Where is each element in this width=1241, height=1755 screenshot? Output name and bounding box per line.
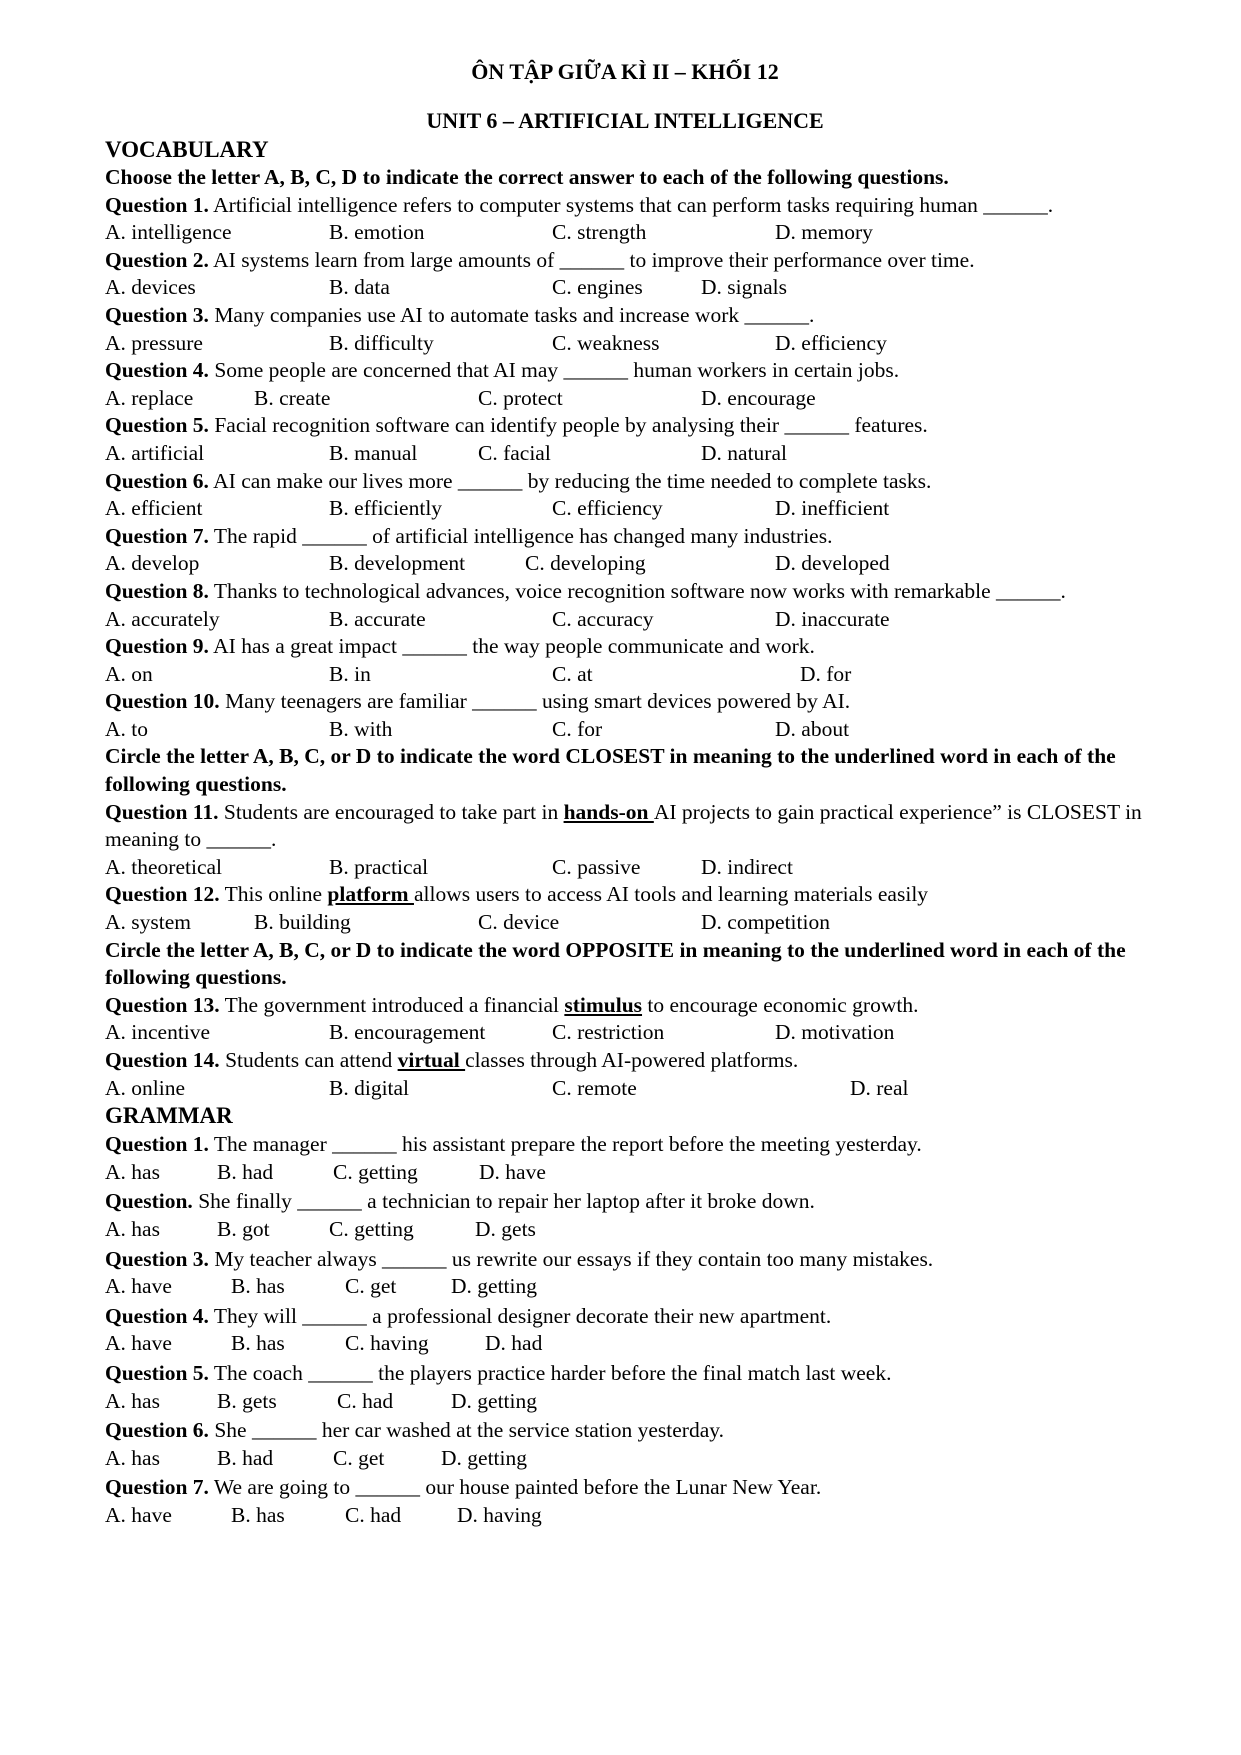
answer-options — [105, 1388, 1145, 1417]
answer-option: D. getting — [451, 1388, 537, 1413]
question-label: Question 4. — [105, 358, 209, 383]
answer-options — [105, 495, 1145, 523]
answer-option: A. has — [105, 1159, 160, 1184]
grammar-question-5 — [105, 1359, 1145, 1388]
answer-option: C. efficiency — [552, 496, 663, 521]
question-text: Facial recognition software can identify people by analysing their ______ features. — [208, 413, 928, 438]
answer-option: B. accurate — [329, 606, 426, 631]
document-title: ÔN TẬP GIỮA KÌ II – KHỐI 12 — [471, 59, 779, 84]
question-text: allows users to access AI tools and learning materials easily — [413, 882, 929, 907]
answer-option: D. encourage — [701, 385, 816, 410]
question-label: Question 7. — [105, 523, 209, 548]
question-label: Question 9. — [105, 634, 209, 659]
question-text: Thanks to technological advances, voice recognition software now works with remarkable ______. — [208, 578, 1066, 603]
question-14 — [105, 1047, 1145, 1075]
answer-option: A. have — [105, 1502, 172, 1527]
answer-options — [105, 330, 1145, 358]
question-text: This online — [219, 882, 328, 907]
answer-option: C. remote — [552, 1075, 637, 1100]
grammar-question-4 — [105, 1302, 1145, 1331]
answer-option: B. has — [231, 1331, 285, 1356]
answer-option: C. restriction — [552, 1020, 665, 1045]
answer-option: A. to — [105, 716, 148, 741]
question-text: Many teenagers are familiar ______ using smart devices powered by AI. — [219, 689, 851, 714]
answer-option: C. facial — [478, 440, 551, 465]
answer-options — [105, 385, 1145, 413]
answer-option: B. emotion — [329, 220, 425, 245]
question-text: Students can attend — [219, 1048, 398, 1072]
answer-options — [105, 1502, 1145, 1531]
answer-options — [105, 606, 1145, 634]
answer-option: D. getting — [451, 1274, 537, 1299]
question-text: AI has a great impact ______ the way people communicate and work. — [208, 634, 815, 659]
answer-option: D. have — [479, 1159, 546, 1184]
question-text: My teacher always ______ us rewrite our essays if they contain too many mistakes. — [208, 1246, 934, 1271]
answer-option: B. building — [254, 910, 351, 935]
answer-option: C. get — [333, 1445, 385, 1470]
question-label: Question 11. — [105, 799, 219, 824]
grammar-heading: GRAMMAR — [105, 1103, 233, 1129]
question-3 — [105, 302, 1145, 330]
question-text: Students are encouraged to take part in — [218, 799, 564, 824]
grammar-question-list — [105, 1130, 1145, 1530]
answer-option: A. intelligence — [105, 220, 232, 245]
answer-options — [105, 550, 1145, 578]
answer-option: B. manual — [329, 440, 418, 465]
question-5 — [105, 412, 1145, 440]
answer-option: D. had — [485, 1331, 543, 1356]
answer-options — [105, 909, 1145, 937]
question-text: AI projects to gain practical experience” is CLOSEST in meaning to ______. — [105, 799, 1142, 852]
question-label: Question 4. — [105, 1303, 209, 1328]
answer-option: A. system — [105, 910, 191, 935]
answer-option: D. inaccurate — [775, 606, 890, 631]
answer-options — [105, 1216, 1145, 1245]
answer-option: D. efficiency — [775, 330, 887, 355]
answer-options — [105, 1330, 1145, 1359]
synonym-instruction: Circle the letter A, B, C, or D to indicate the word CLOSEST in meaning to the underlined word in each of the following questions. — [105, 744, 1116, 797]
answer-option: C. passive — [552, 854, 641, 879]
answer-option: A. has — [105, 1445, 160, 1470]
question-text: AI systems learn from large amounts of ______ to improve their performance over time. — [208, 247, 975, 272]
answer-option: A. have — [105, 1331, 172, 1356]
answer-options — [105, 219, 1145, 247]
question-label: Question 6. — [105, 468, 209, 493]
underlined-word: platform — [327, 882, 414, 907]
question-2 — [105, 247, 1145, 275]
grammar-question-1 — [105, 1130, 1145, 1159]
answer-option: B. encouragement — [329, 1020, 486, 1045]
answer-option: B. had — [217, 1159, 274, 1184]
answer-options — [105, 1445, 1145, 1474]
answer-option: C. had — [337, 1388, 394, 1413]
answer-option: B. create — [254, 385, 331, 410]
answer-option: D. memory — [775, 220, 873, 245]
answer-option: C. developing — [525, 551, 646, 576]
question-label: Question 7. — [105, 1475, 209, 1500]
vocabulary-question-list — [105, 192, 1145, 744]
answer-option: A. theoretical — [105, 854, 223, 879]
grammar-question-7 — [105, 1473, 1145, 1502]
question-label: Question 5. — [105, 413, 209, 438]
answer-option: B. development — [329, 551, 466, 576]
answer-option: D. inefficient — [775, 496, 890, 521]
answer-option: D. having — [457, 1502, 542, 1527]
answer-option: C. getting — [329, 1216, 414, 1241]
answer-option: B. data — [329, 275, 390, 300]
question-6 — [105, 468, 1145, 496]
answer-option: C. engines — [552, 275, 643, 300]
answer-option: B. difficulty — [329, 330, 434, 355]
question-label: Question 13. — [105, 992, 220, 1017]
question-text: Artificial intelligence refers to computer systems that can perform tasks requiring human ______. — [208, 192, 1054, 217]
answer-option: B. with — [329, 716, 393, 741]
worksheet-page — [105, 52, 1145, 1531]
question-label: Question 1. — [105, 192, 209, 217]
answer-option: A. devices — [105, 275, 196, 300]
answer-option: C. strength — [552, 220, 647, 245]
question-10 — [105, 688, 1145, 716]
answer-option: A. online — [105, 1075, 186, 1100]
answer-option: D. indirect — [701, 854, 793, 879]
unit-title: UNIT 6 – ARTIFICIAL INTELLIGENCE — [426, 108, 824, 133]
answer-option: A. incentive — [105, 1020, 211, 1045]
answer-options — [105, 716, 1145, 744]
question-text: to encourage economic growth. — [642, 992, 919, 1017]
grammar-question-3 — [105, 1245, 1145, 1274]
answer-options — [105, 661, 1145, 689]
question-label: Question 5. — [105, 1360, 209, 1385]
answer-option: D. competition — [701, 910, 830, 935]
answer-options — [105, 1273, 1145, 1302]
answer-option: C. getting — [333, 1159, 418, 1184]
answer-option: D. developed — [775, 551, 890, 576]
answer-option: D. getting — [441, 1445, 527, 1470]
answer-option: B. has — [231, 1502, 285, 1527]
underlined-word: stimulus — [564, 992, 643, 1017]
answer-option: C. having — [345, 1331, 429, 1356]
answer-option: A. develop — [105, 551, 200, 576]
answer-option: A. have — [105, 1274, 172, 1299]
answer-option: A. has — [105, 1388, 160, 1413]
answer-option: D. gets — [475, 1216, 536, 1241]
answer-option: A. pressure — [105, 330, 203, 355]
answer-option: D. natural — [701, 440, 787, 465]
question-text: They will ______ a professional designer decorate their new apartment. — [208, 1303, 832, 1328]
answer-option: D. about — [775, 716, 850, 741]
answer-option: A. has — [105, 1216, 160, 1241]
question-text: Some people are concerned that AI may ______ human workers in certain jobs. — [208, 358, 900, 383]
underlined-word: hands-on — [563, 799, 654, 824]
answer-option: C. at — [552, 661, 593, 686]
grammar-question-2 — [105, 1187, 1145, 1216]
answer-option: A. replace — [105, 385, 194, 410]
answer-option: D. real — [850, 1075, 909, 1100]
question-8 — [105, 578, 1145, 606]
antonym-instruction: Circle the letter A, B, C, or D to indicate the word OPPOSITE in meaning to the underlined word in each of the following questions. — [105, 937, 1126, 990]
answer-option: C. had — [345, 1502, 402, 1527]
answer-option: B. in — [329, 661, 371, 686]
question-7 — [105, 523, 1145, 551]
question-label: Question 1. — [105, 1132, 209, 1157]
answer-option: C. get — [345, 1274, 397, 1299]
question-text: The rapid ______ of artificial intelligence has changed many industries. — [208, 523, 833, 548]
question-label: Question 2. — [105, 247, 209, 272]
question-label: Question 12. — [105, 882, 220, 907]
answer-option: B. gets — [217, 1388, 277, 1413]
question-label: Question 6. — [105, 1418, 209, 1443]
question-text: We are going to ______ our house painted before the Lunar New Year. — [208, 1475, 822, 1500]
question-text: Many companies use AI to automate tasks and increase work ______. — [208, 302, 815, 327]
answer-option: C. protect — [478, 385, 563, 410]
answer-option: D. motivation — [775, 1020, 895, 1045]
answer-option: C. weakness — [552, 330, 660, 355]
question-1 — [105, 192, 1145, 220]
question-4 — [105, 357, 1145, 385]
answer-options — [105, 1159, 1145, 1188]
answer-option: C. accuracy — [552, 606, 654, 631]
answer-option: D. for — [800, 661, 852, 686]
question-text: She ______ her car washed at the service station yesterday. — [208, 1418, 724, 1443]
question-text: classes through AI-powered platforms. — [465, 1048, 799, 1072]
answer-option: B. efficiently — [329, 496, 443, 521]
question-text: AI can make our lives more ______ by reducing the time needed to complete tasks. — [208, 468, 932, 493]
question-label: Question 10. — [105, 689, 220, 714]
question-label: Question 14. — [105, 1048, 220, 1072]
question-text: The coach ______ the players practice harder before the final match last week. — [208, 1360, 892, 1385]
answer-option: A. accurately — [105, 606, 220, 631]
answer-options — [105, 854, 1145, 882]
vocabulary-instruction: Choose the letter A, B, C, D to indicate the correct answer to each of the following questions. — [105, 165, 949, 189]
question-label: Question 3. — [105, 1246, 209, 1271]
answer-option: A. efficient — [105, 496, 203, 521]
answer-option: D. signals — [701, 275, 787, 300]
underlined-word: virtual — [397, 1048, 466, 1072]
question-label: Question. — [105, 1189, 193, 1214]
question-text: The government introduced a financial — [219, 992, 565, 1017]
answer-option: B. had — [217, 1445, 274, 1470]
grammar-question-6 — [105, 1416, 1145, 1445]
vocabulary-heading: VOCABULARY — [105, 137, 269, 162]
answer-options — [105, 274, 1145, 302]
answer-option: C. for — [552, 716, 603, 741]
answer-option: B. practical — [329, 854, 429, 879]
question-text: She finally ______ a technician to repair her laptop after it broke down. — [192, 1189, 815, 1214]
question-label: Question 8. — [105, 578, 209, 603]
question-11 — [105, 799, 1145, 854]
question-13 — [105, 992, 1145, 1020]
answer-option: A. artificial — [105, 440, 205, 465]
question-label: Question 3. — [105, 302, 209, 327]
answer-option: C. device — [478, 910, 560, 935]
answer-options — [105, 1019, 1145, 1047]
answer-options — [105, 1075, 1145, 1103]
answer-option: B. got — [217, 1216, 270, 1241]
question-text: The manager ______ his assistant prepare the report before the meeting yesterday. — [208, 1132, 922, 1157]
answer-option: B. has — [231, 1274, 285, 1299]
answer-option: B. digital — [329, 1075, 410, 1100]
question-12 — [105, 881, 1145, 909]
answer-options — [105, 440, 1145, 468]
question-9 — [105, 633, 1145, 661]
answer-option: A. on — [105, 661, 153, 686]
